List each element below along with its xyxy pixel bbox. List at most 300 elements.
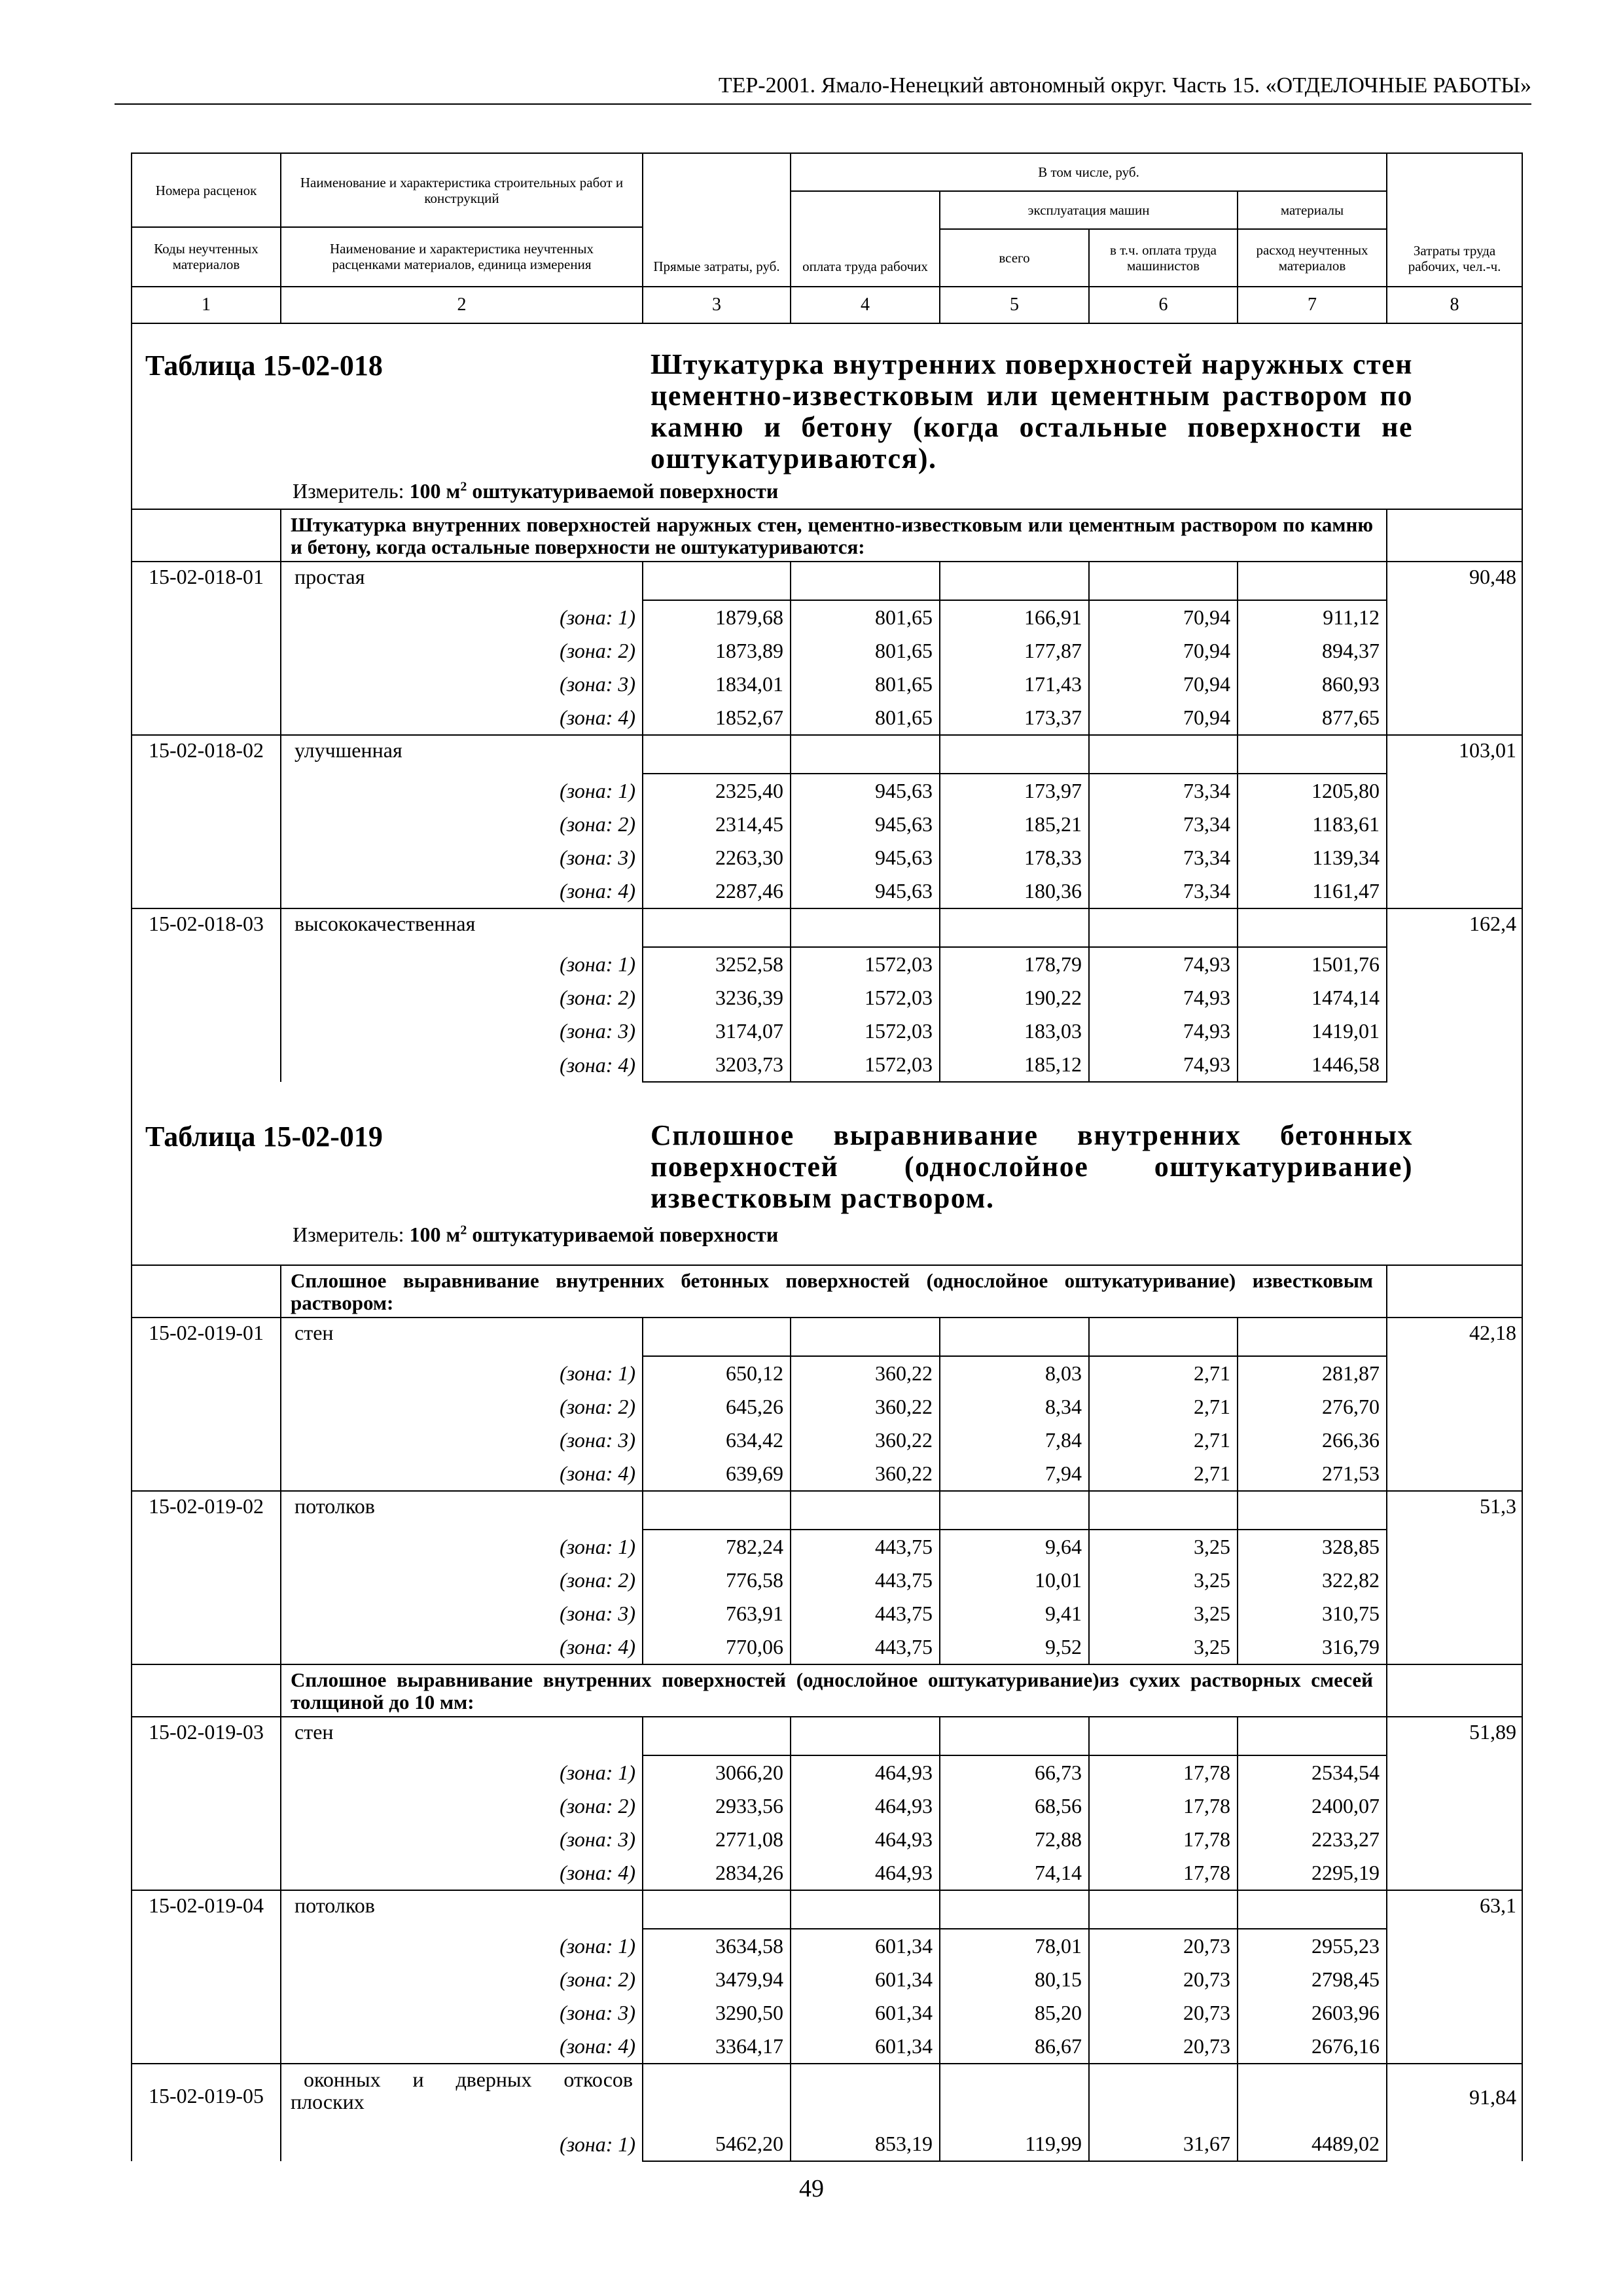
column-numbers-row [132,287,1522,323]
materials-value: 1419,01 [1238,1014,1387,1048]
zone-code-cell [132,1564,281,1597]
direct-cost-value: 3236,39 [643,981,791,1014]
direct-cost-value: 3066,20 [643,1755,791,1789]
worker-pay-value: 801,65 [791,634,940,668]
worker-pay-value: 464,93 [791,1789,940,1823]
zone-code-cell [132,1457,281,1491]
zone-code-cell [132,1356,281,1390]
empty-cell [1238,1890,1387,1929]
machine-total-value: 185,21 [940,808,1089,841]
machinist-pay-value: 74,93 [1089,947,1238,981]
worker-pay-value: 443,75 [791,1597,940,1630]
table-title: Сплошное выравнивание внутренних бетонных поверхностей (однослойное оштукатуривание) известковым раствором. [651,1119,1413,1214]
empty-cell [940,1717,1089,1755]
machine-total-value: 66,73 [940,1755,1089,1789]
materials-value: 4489,02 [1238,2127,1387,2161]
zone-label: (зона: 4) [281,701,643,735]
machine-total-value: 178,79 [940,947,1089,981]
zone-label: (зона: 3) [281,1823,643,1856]
empty-cell [940,735,1089,774]
price-table [131,152,1523,2162]
section-text: Штукатурка внутренних поверхностей наружных стен, цементно-известковым или цементным раствором по камню и бетону, когда остальные поверхности не оштукатуриваются: [281,509,1387,562]
col1-header-bottom: Коды неучтенных материалов [154,241,259,272]
zone-label: (зона: 4) [281,874,643,908]
zone-labor-cell [1387,1390,1522,1424]
item-labor: 51,3 [1387,1491,1522,1530]
zone-code-cell [132,1424,281,1457]
col-number: 6 [1089,287,1238,323]
empty-cell [643,562,791,600]
worker-pay-value: 945,63 [791,808,940,841]
zone-label: (зона: 4) [281,2030,643,2064]
zone-label: (зона: 3) [281,668,643,701]
item-header-row [132,2064,1522,2127]
machine-total-value: 9,41 [940,1597,1089,1630]
zone-labor-cell [1387,774,1522,808]
machine-total-value: 9,52 [940,1630,1089,1664]
item-header-row [132,562,1522,600]
item-code: 15-02-018-02 [132,735,281,774]
measurement-value [410,1223,779,1246]
machinist-pay-value: 73,34 [1089,841,1238,874]
zone-code-cell [132,1963,281,1996]
machine-total-value: 86,67 [940,2030,1089,2064]
zone-row [132,1048,1522,1082]
machine-total-value: 85,20 [940,1996,1089,2030]
zone-row [132,668,1522,701]
machine-total-value: 10,01 [940,1564,1089,1597]
col2-header-bottom: Наименование и характеристика неучтенных расценками материалов, единица измерения [330,241,594,272]
zone-label: (зона: 2) [281,1963,643,1996]
direct-cost-value: 3290,50 [643,1996,791,2030]
zone-row [132,947,1522,981]
machine-total-value: 74,14 [940,1856,1089,1890]
machine-total-value: 183,03 [940,1014,1089,1048]
col-number: 7 [1238,287,1387,323]
zone-code-cell [132,1630,281,1664]
zone-labor-cell [1387,634,1522,668]
materials-value: 1183,61 [1238,808,1387,841]
measurement-exponent: 2 [460,479,467,494]
materials-value: 328,85 [1238,1530,1387,1564]
empty-cell [1238,1491,1387,1530]
zone-code-cell [132,1755,281,1789]
empty-cell [1089,1890,1238,1929]
empty-cell [1238,1717,1387,1755]
zone-labor-cell [1387,1630,1522,1664]
direct-cost-value: 3203,73 [643,1048,791,1082]
machinist-pay-value: 70,94 [1089,668,1238,701]
measurement-unit-text: 100 м [409,1223,461,1246]
worker-pay-value: 801,65 [791,701,940,735]
empty-cell [1089,735,1238,774]
machinist-pay-value: 17,78 [1089,1856,1238,1890]
zone-row [132,1789,1522,1823]
zone-label: (зона: 4) [281,1048,643,1082]
machinist-pay-value: 31,67 [1089,2127,1238,2161]
zone-labor-cell [1387,1457,1522,1491]
item-labor: 103,01 [1387,735,1522,774]
zone-code-cell [132,1530,281,1564]
machinist-pay-value: 17,78 [1089,1755,1238,1789]
worker-pay-value: 945,63 [791,841,940,874]
item-labor: 51,89 [1387,1717,1522,1755]
machinist-pay-value: 3,25 [1089,1630,1238,1664]
table-title-block [132,1095,1522,1252]
zone-row [132,1823,1522,1856]
direct-cost-value: 3364,17 [643,2030,791,2064]
col3-header [643,153,791,287]
zone-code-cell [132,1048,281,1082]
item-name: высококачественная [281,908,643,947]
zone-labor-cell [1387,1755,1522,1789]
empty-cell [1089,2064,1238,2127]
machine-total-value: 7,84 [940,1424,1089,1457]
col-number: 4 [791,287,940,323]
zone-code-cell [132,600,281,634]
zone-labor-cell [1387,1856,1522,1890]
direct-cost-value: 5462,20 [643,2127,791,2161]
col3-header-label: Прямые затраты, руб. [653,259,780,274]
worker-pay-value: 1572,03 [791,981,940,1014]
machines-header: эксплуатация машин [940,191,1238,229]
item-code: 15-02-019-02 [132,1491,281,1530]
empty-cell [940,908,1089,947]
direct-cost-value: 645,26 [643,1390,791,1424]
measurement-prefix: Измеритель: [293,1223,404,1246]
zone-label: (зона: 1) [281,1530,643,1564]
machine-total-value: 173,97 [940,774,1089,808]
materials-value: 877,65 [1238,701,1387,735]
materials-value: 1446,58 [1238,1048,1387,1082]
section-code-cell [132,509,281,562]
col4-header [791,191,940,287]
zone-labor-cell [1387,947,1522,981]
item-code [132,2064,281,2127]
direct-cost-value: 1834,01 [643,668,791,701]
materials-value: 894,37 [1238,634,1387,668]
zone-row [132,1597,1522,1630]
section-labor-cell [1387,509,1522,562]
zone-labor-cell [1387,1789,1522,1823]
zone-code-cell [132,981,281,1014]
zone-labor-cell [1387,1530,1522,1564]
direct-cost-value: 2834,26 [643,1856,791,1890]
zone-code-cell [132,1597,281,1630]
materials-value: 2400,07 [1238,1789,1387,1823]
empty-cell [1089,908,1238,947]
zone-code-cell [132,1014,281,1048]
worker-pay-value: 801,65 [791,600,940,634]
materials-value: 2798,45 [1238,1963,1387,1996]
zone-labor-cell [1387,2030,1522,2064]
direct-cost-value: 2263,30 [643,841,791,874]
machine-total-value: 7,94 [940,1457,1089,1491]
machine-total-value: 8,34 [940,1390,1089,1424]
zone-row [132,1856,1522,1890]
materials-value: 1139,34 [1238,841,1387,874]
zone-label: (зона: 2) [281,1564,643,1597]
machinist-pay-value: 74,93 [1089,981,1238,1014]
machinist-pay-value: 20,73 [1089,1996,1238,2030]
zone-row [132,774,1522,808]
zone-labor-cell [1387,1963,1522,1996]
direct-cost-value: 1879,68 [643,600,791,634]
materials-value: 2603,96 [1238,1996,1387,2030]
zone-code-cell [132,1390,281,1424]
item-labor: 63,1 [1387,1890,1522,1929]
zone-code-cell [132,874,281,908]
worker-pay-value: 601,34 [791,1996,940,2030]
worker-pay-value: 443,75 [791,1564,940,1597]
zone-code-cell [132,1823,281,1856]
section-row [132,1664,1522,1717]
empty-cell [791,1717,940,1755]
direct-cost-value: 2933,56 [643,1789,791,1823]
materials-value: 1474,14 [1238,981,1387,1014]
section-row [132,1265,1522,1318]
zone-label: (зона: 1) [281,1755,643,1789]
materials-value: 276,70 [1238,1390,1387,1424]
materials-value: 316,79 [1238,1630,1387,1664]
empty-cell [1238,2064,1387,2127]
empty-cell [791,1491,940,1530]
materials-value: 266,36 [1238,1424,1387,1457]
worker-pay-value: 443,75 [791,1530,940,1564]
machinist-pay-value: 2,71 [1089,1356,1238,1390]
zone-code-cell [132,774,281,808]
machine-total-value: 177,87 [940,634,1089,668]
worker-pay-value: 464,93 [791,1823,940,1856]
machinist-pay-value: 17,78 [1089,1789,1238,1823]
materials-value: 2233,27 [1238,1823,1387,1856]
table-title-row [132,1082,1522,1265]
materials-value: 271,53 [1238,1457,1387,1491]
measurement-exponent: 2 [460,1223,467,1238]
machinist-pay-value: 3,25 [1089,1597,1238,1630]
machinist-pay-value: 70,94 [1089,634,1238,668]
worker-pay-value: 1572,03 [791,1048,940,1082]
machinist-pay-value: 20,73 [1089,1929,1238,1963]
machinist-pay-value: 2,71 [1089,1457,1238,1491]
empty-cell [643,1318,791,1356]
zone-code-cell [132,1856,281,1890]
materials-value: 860,93 [1238,668,1387,701]
col8-header [1387,153,1522,287]
zone-code-cell [132,808,281,841]
zone-row [132,2127,1522,2161]
direct-cost-value: 2314,45 [643,808,791,841]
empty-cell [643,2064,791,2127]
zone-labor-cell [1387,668,1522,701]
zone-code-cell [132,1996,281,2030]
col-number: 5 [940,287,1089,323]
zone-labor-cell [1387,600,1522,634]
worker-pay-value: 360,22 [791,1424,940,1457]
machinist-pay-value: 20,73 [1089,2030,1238,2064]
machine-total-value: 185,12 [940,1048,1089,1082]
item-name-line1: оконных и дверных откосов [304,2068,633,2091]
worker-pay-value: 360,22 [791,1457,940,1491]
machinist-pay-value: 70,94 [1089,600,1238,634]
empty-cell [643,1491,791,1530]
zone-code-cell [132,701,281,735]
col1-header [132,153,281,287]
item-labor [1387,2064,1522,2127]
worker-pay-value: 853,19 [791,2127,940,2161]
direct-cost-value: 3634,58 [643,1929,791,1963]
direct-cost-value: 3174,07 [643,1014,791,1048]
zone-code-cell [132,668,281,701]
item-name [281,2064,643,2127]
zone-label: (зона: 1) [281,947,643,981]
zone-label: (зона: 3) [281,1424,643,1457]
machine-total-value: 119,99 [940,2127,1089,2161]
measurement-unit [293,479,778,503]
col-number: 8 [1387,287,1522,323]
empty-cell [1089,562,1238,600]
section-row [132,509,1522,562]
empty-cell [791,908,940,947]
running-header: ТЕР-2001. Ямало-Ненецкий автономный округ. Часть 15. «ОТДЕЛОЧНЫЕ РАБОТЫ» [718,73,1531,98]
zone-labor-cell [1387,1929,1522,1963]
item-labor: 42,18 [1387,1318,1522,1356]
machinist-pay-value: 74,93 [1089,1048,1238,1082]
page-number: 49 [799,2175,824,2202]
item-name: стен [281,1318,643,1356]
measurement-description: оштукатуриваемой поверхности [467,479,779,503]
materials-value: 911,12 [1238,600,1387,634]
col6-header: в т.ч. оплата труда машинистов [1089,229,1238,287]
empty-cell [791,1318,940,1356]
zone-labor-cell [1387,841,1522,874]
table-number: Таблица 15-02-019 [145,1121,383,1153]
zone-row [132,1564,1522,1597]
item-labor-value: 91,84 [1469,2085,1517,2109]
empty-cell [1238,908,1387,947]
empty-cell [643,1890,791,1929]
zone-row [132,701,1522,735]
item-header-row [132,1318,1522,1356]
empty-cell [643,908,791,947]
item-header-row [132,908,1522,947]
machine-total-value: 178,33 [940,841,1089,874]
machine-total-value: 78,01 [940,1929,1089,1963]
zone-label: (зона: 4) [281,1856,643,1890]
materials-value: 2955,23 [1238,1929,1387,1963]
materials-value: 2676,16 [1238,2030,1387,2064]
item-code: 15-02-018-01 [132,562,281,600]
machine-total-value: 68,56 [940,1789,1089,1823]
worker-pay-value: 945,63 [791,774,940,808]
zone-row [132,600,1522,634]
direct-cost-value: 2771,08 [643,1823,791,1856]
machine-total-value: 80,15 [940,1963,1089,1996]
empty-cell [940,1890,1089,1929]
direct-cost-value: 1852,67 [643,701,791,735]
zone-row [132,1963,1522,1996]
zone-label: (зона: 1) [281,600,643,634]
item-name: улучшенная [281,735,643,774]
item-code: 15-02-019-01 [132,1318,281,1356]
item-header-row [132,735,1522,774]
machinist-pay-value: 2,71 [1089,1390,1238,1424]
zone-label: (зона: 2) [281,981,643,1014]
zone-code-cell [132,1929,281,1963]
direct-cost-value: 639,69 [643,1457,791,1491]
worker-pay-value: 601,34 [791,1963,940,1996]
measurement-unit [293,1223,778,1247]
item-labor: 162,4 [1387,908,1522,947]
direct-cost-value: 634,42 [643,1424,791,1457]
worker-pay-value: 360,22 [791,1356,940,1390]
col8-header-label: Затраты труда рабочих, чел.-ч. [1408,243,1501,274]
section-labor-cell [1387,1664,1522,1717]
zone-code-cell [132,947,281,981]
worker-pay-value: 801,65 [791,668,940,701]
direct-cost-value: 1873,89 [643,634,791,668]
table-title-block [132,324,1522,509]
machinist-pay-value: 20,73 [1089,1963,1238,1996]
section-code-cell [132,1664,281,1717]
worker-pay-value: 601,34 [791,2030,940,2064]
zone-row [132,2030,1522,2064]
col5-header: всего [940,229,1089,287]
worker-pay-value: 443,75 [791,1630,940,1664]
direct-cost-value: 2287,46 [643,874,791,908]
empty-cell [940,562,1089,600]
zone-labor-cell [1387,1048,1522,1082]
item-name: простая [281,562,643,600]
item-header-row [132,1717,1522,1755]
empty-cell [1089,1491,1238,1530]
zone-label: (зона: 3) [281,1996,643,2030]
col-number: 2 [281,287,643,323]
zone-code-cell [132,634,281,668]
item-code: 15-02-019-04 [132,1890,281,1929]
empty-cell [643,735,791,774]
zone-labor-cell [1387,1823,1522,1856]
zone-row [132,1929,1522,1963]
empty-cell [643,1717,791,1755]
machine-total-value: 180,36 [940,874,1089,908]
item-code-text: 15-02-019-05 [149,2083,264,2108]
zone-row [132,1630,1522,1664]
zone-labor-cell [1387,1356,1522,1390]
table-title: Штукатурка внутренних поверхностей наружных стен цементно-известковым или цементным раствором по камню и бетону (когда остальные поверхности не оштукатуриваются). [651,348,1413,475]
direct-cost-value: 770,06 [643,1630,791,1664]
direct-cost-value: 776,58 [643,1564,791,1597]
item-name-line2: плоских [291,2090,365,2113]
machinist-pay-value: 73,34 [1089,874,1238,908]
measurement-value [410,479,779,503]
worker-pay-value: 464,93 [791,1856,940,1890]
empty-cell [940,1318,1089,1356]
machinist-pay-value: 3,25 [1089,1530,1238,1564]
table-title-row [132,323,1522,509]
worker-pay-value: 601,34 [791,1929,940,1963]
direct-cost-value: 763,91 [643,1597,791,1630]
machine-total-value: 72,88 [940,1823,1089,1856]
materials-value: 1501,76 [1238,947,1387,981]
zone-labor-cell [1387,2127,1522,2161]
empty-cell [791,735,940,774]
col7-header: расход неучтенных материалов [1238,229,1387,287]
materials-header: материалы [1238,191,1387,229]
zone-label: (зона: 3) [281,841,643,874]
worker-pay-value: 1572,03 [791,947,940,981]
incl-header: В том числе, руб. [791,153,1387,191]
